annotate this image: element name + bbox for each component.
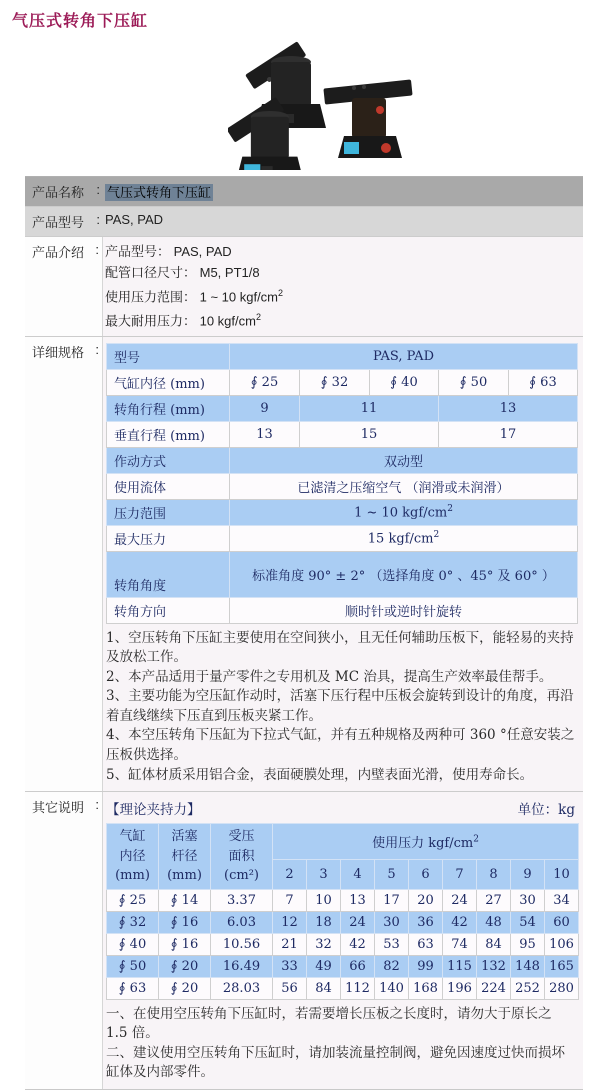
row-product-name: [25, 177, 583, 207]
label-text: 详细规格: [32, 344, 85, 360]
bore-header: 气缸 内径 (mm): [107, 824, 159, 890]
spec-value-cell: 双动型: [230, 447, 578, 473]
label-colon: :: [96, 212, 100, 227]
force-cell: 84: [307, 977, 341, 999]
force-cell: 10.56: [211, 933, 273, 955]
spec-row-max-pressure: [107, 525, 578, 551]
force-cell: 115: [443, 955, 477, 977]
force-cell: 49: [307, 955, 341, 977]
row-detailed-specs: [25, 337, 583, 793]
specs-content: [103, 337, 583, 792]
force-cell: 63: [409, 933, 443, 955]
pressure-header-cell: 10: [545, 859, 579, 889]
spec-label-cell: 最大压力: [107, 525, 230, 551]
intro-line: 产品型号： PAS, PAD: [105, 244, 232, 259]
note-line: 1、空压转角下压缸主要使用在空间狭小，且无任何辅助压板下，能轻易的夹持及放松工作。: [106, 629, 574, 666]
force-cell: 280: [545, 977, 579, 999]
force-cell: 82: [375, 955, 409, 977]
force-cell: 132: [477, 955, 511, 977]
spec-row-pressure-range: [107, 499, 578, 525]
force-header-row-1: [107, 824, 579, 859]
force-cell: ∮ 16: [159, 911, 211, 933]
spec-notes: [105, 627, 579, 788]
spec-row-rotary-stroke: [107, 395, 578, 421]
label-colon: :: [95, 341, 99, 357]
spec-value-cell: 13: [439, 395, 578, 421]
spec-label-cell: 型号: [107, 343, 230, 369]
spec-value-cell: [230, 525, 578, 551]
unit-label: 单位：kg: [517, 802, 575, 819]
force-cell: 16.49: [211, 955, 273, 977]
pressure-header-cell: 4: [341, 859, 375, 889]
spec-value-cell: 17: [439, 421, 578, 447]
force-data-row: [107, 955, 579, 977]
max-pressure-value: 15 kgf/cm: [367, 531, 434, 547]
spec-label-cell: 压力范围: [107, 499, 230, 525]
force-table-header-line: [105, 796, 579, 821]
force-cell: 12: [273, 911, 307, 933]
force-cell: 74: [443, 933, 477, 955]
force-cell: 106: [545, 933, 579, 955]
spec-value-cell: 顺时针或逆时针旋转: [230, 597, 578, 623]
product-name-label: [25, 177, 103, 206]
label-text: 产品介绍: [32, 245, 85, 260]
spec-label-cell: 转角方向: [107, 597, 230, 623]
force-cell: 66: [341, 955, 375, 977]
force-cell: 28.03: [211, 977, 273, 999]
clamping-force-table: [106, 823, 579, 1000]
product-model-value: PAS, PAD: [105, 212, 164, 227]
label-colon: :: [96, 182, 100, 197]
page-title: 气压式转角下压缸: [12, 13, 149, 30]
note-line: 一、在使用空压转角下压缸时，若需要增长压板之长度时，请勿大于原长之 1.5 倍。: [106, 1005, 552, 1042]
spec-value-cell: ∮ 25: [230, 369, 300, 395]
spec-label-cell: 垂直行程 (mm): [107, 421, 230, 447]
force-cell: 20: [409, 889, 443, 911]
product-photo: [228, 36, 418, 170]
spec-row-direction: [107, 597, 578, 623]
force-cell: 60: [545, 911, 579, 933]
area-header: 受压 面积 (cm²): [211, 824, 273, 890]
pressure-header-cell: 5: [375, 859, 409, 889]
spec-value-cell: 15: [300, 421, 439, 447]
product-info-table: [25, 176, 583, 1090]
pressure-header-cell: 2: [273, 859, 307, 889]
force-cell: 13: [341, 889, 375, 911]
force-cell: 3.37: [211, 889, 273, 911]
other-content: [103, 792, 583, 1089]
force-cell: 165: [545, 955, 579, 977]
spec-table: [106, 343, 578, 624]
note-line: 2、本产品适用于量产零件之专用机及 MC 治具，提高生产效率最佳帮手。: [106, 668, 553, 685]
force-data-row: [107, 911, 579, 933]
spec-value-cell: ∮ 63: [509, 369, 578, 395]
force-cell: 36: [409, 911, 443, 933]
spec-row-model: [107, 343, 578, 369]
force-cell: 17: [375, 889, 409, 911]
pressure-header-cell: 7: [443, 859, 477, 889]
pressure-header-cell: 9: [511, 859, 545, 889]
spec-row-angle: [107, 551, 578, 597]
force-cell: 6.03: [211, 911, 273, 933]
note-line: 5、缸体材质采用铝合金，表面硬膜处理，内壁表面光滑，使用寿命长。: [106, 766, 534, 783]
label-colon: :: [95, 242, 99, 257]
spec-label-cell: 气缸内径 (mm): [107, 369, 230, 395]
force-cell: 24: [341, 911, 375, 933]
force-table-title: 【理论夹持力】: [106, 802, 201, 819]
force-cell: ∮ 25: [107, 889, 159, 911]
spec-value-cell: ∮ 40: [370, 369, 439, 395]
pressure-header-cell: 6: [409, 859, 443, 889]
force-cell: 53: [375, 933, 409, 955]
force-cell: ∮ 40: [107, 933, 159, 955]
force-cell: 140: [375, 977, 409, 999]
other-label: [25, 792, 103, 1089]
force-cell: 168: [409, 977, 443, 999]
spec-value-cell: ∮ 32: [300, 369, 370, 395]
force-cell: 95: [511, 933, 545, 955]
force-cell: 27: [477, 889, 511, 911]
force-cell: 42: [341, 933, 375, 955]
pressure-value: 1 ~ 10 kgf/cm: [354, 505, 448, 521]
force-data-row: [107, 889, 579, 911]
label-text: 其它说明: [32, 800, 85, 816]
force-cell: 112: [341, 977, 375, 999]
specs-label: [25, 337, 103, 792]
intro-lines: [103, 237, 583, 336]
intro-line: 使用压力范围： 1 ~ 10 kgf/$cm^2$: [105, 288, 284, 305]
pressure-header-cell: 8: [477, 859, 511, 889]
product-name-value: 气压式转角下压缸: [107, 185, 212, 200]
note-line: 3、主要功能为空压缸作动时，活塞下压行程中压板会旋转到设计的角度，再沿着直线继续下压直到压板夹紧工作。: [106, 688, 574, 724]
force-cell: 21: [273, 933, 307, 955]
force-cell: 30: [511, 889, 545, 911]
label-colon: :: [95, 797, 99, 813]
force-cell: ∮ 20: [159, 955, 211, 977]
force-cell: 33: [273, 955, 307, 977]
spec-value-cell: PAS, PAD: [230, 343, 578, 369]
force-cell: 42: [443, 911, 477, 933]
superscript: 2: [447, 503, 453, 514]
spec-value-cell: 9: [230, 395, 300, 421]
intro-line: 配管口径尺寸： M5, PT1/8: [105, 265, 260, 280]
force-cell: 84: [477, 933, 511, 955]
spec-value-cell: 13: [230, 421, 300, 447]
force-cell: 252: [511, 977, 545, 999]
force-cell: ∮ 16: [159, 933, 211, 955]
spec-label-cell: 转角行程 (mm): [107, 395, 230, 421]
force-cell: 10: [307, 889, 341, 911]
row-product-model: [25, 207, 583, 237]
row-product-intro: [25, 237, 583, 337]
force-cell: 148: [511, 955, 545, 977]
spec-row-action: [107, 447, 578, 473]
product-name-value-cell: [103, 177, 583, 206]
other-notes: [105, 1003, 579, 1085]
row-other-notes: [25, 792, 583, 1089]
force-cell: ∮ 50: [107, 955, 159, 977]
pressure-header-cell: 3: [307, 859, 341, 889]
spec-label-cell: 转角角度: [107, 551, 230, 597]
force-cell: ∮ 32: [107, 911, 159, 933]
spec-row-bore: [107, 369, 578, 395]
spec-label-cell: 作动方式: [107, 447, 230, 473]
force-cell: 7: [273, 889, 307, 911]
pressure-span-header: 使用压力 kgf/$cm^2$: [273, 824, 579, 859]
note-line: 4、本空压转角下压缸为下拉式气缸，并有五种规格及两种可 360 °任意安装之压板供选择。: [106, 727, 575, 764]
intro-line: 最大耐用压力： 10 kgf/$cm^2$: [105, 312, 261, 329]
spec-row-fluid: [107, 473, 578, 499]
force-cell: 56: [273, 977, 307, 999]
force-data-row: [107, 977, 579, 999]
force-cell: 34: [545, 889, 579, 911]
clamp-unit-right: [323, 79, 412, 158]
spec-value-cell: ∮ 50: [439, 369, 509, 395]
force-cell: 54: [511, 911, 545, 933]
rotary-clamp-cylinders-illustration: [228, 36, 418, 170]
rod-header: 活塞 杆径 (mm): [159, 824, 211, 890]
label-text: 产品型号: [32, 215, 85, 230]
superscript: 2: [433, 529, 440, 540]
label-text: 产品名称: [32, 185, 85, 200]
product-intro-label: [25, 237, 103, 336]
force-cell: ∮ 63: [107, 977, 159, 999]
force-cell: 18: [307, 911, 341, 933]
spec-value-cell: 标准角度 90° ± 2° （选择角度 0° 、45° 及 60° ）: [230, 551, 578, 597]
force-cell: 196: [443, 977, 477, 999]
force-cell: ∮ 14: [159, 889, 211, 911]
spec-label-cell: 使用流体: [107, 473, 230, 499]
force-cell: ∮ 20: [159, 977, 211, 999]
spec-value-cell: 11: [300, 395, 439, 421]
spec-row-vertical-stroke: [107, 421, 578, 447]
note-line: 二、建议使用空压转角下压缸时，请加装流量控制阀，避免因速度过快而损坏缸体及内部零件。: [106, 1044, 565, 1081]
force-cell: 32: [307, 933, 341, 955]
force-cell: 99: [409, 955, 443, 977]
spec-value-cell: 已滤清之压缩空气 （润滑或未润滑）: [230, 473, 578, 499]
force-cell: 30: [375, 911, 409, 933]
product-model-label: [25, 207, 103, 236]
force-cell: 24: [443, 889, 477, 911]
spec-value-cell: [230, 499, 578, 525]
force-cell: 224: [477, 977, 511, 999]
force-cell: 48: [477, 911, 511, 933]
force-data-row: [107, 933, 579, 955]
